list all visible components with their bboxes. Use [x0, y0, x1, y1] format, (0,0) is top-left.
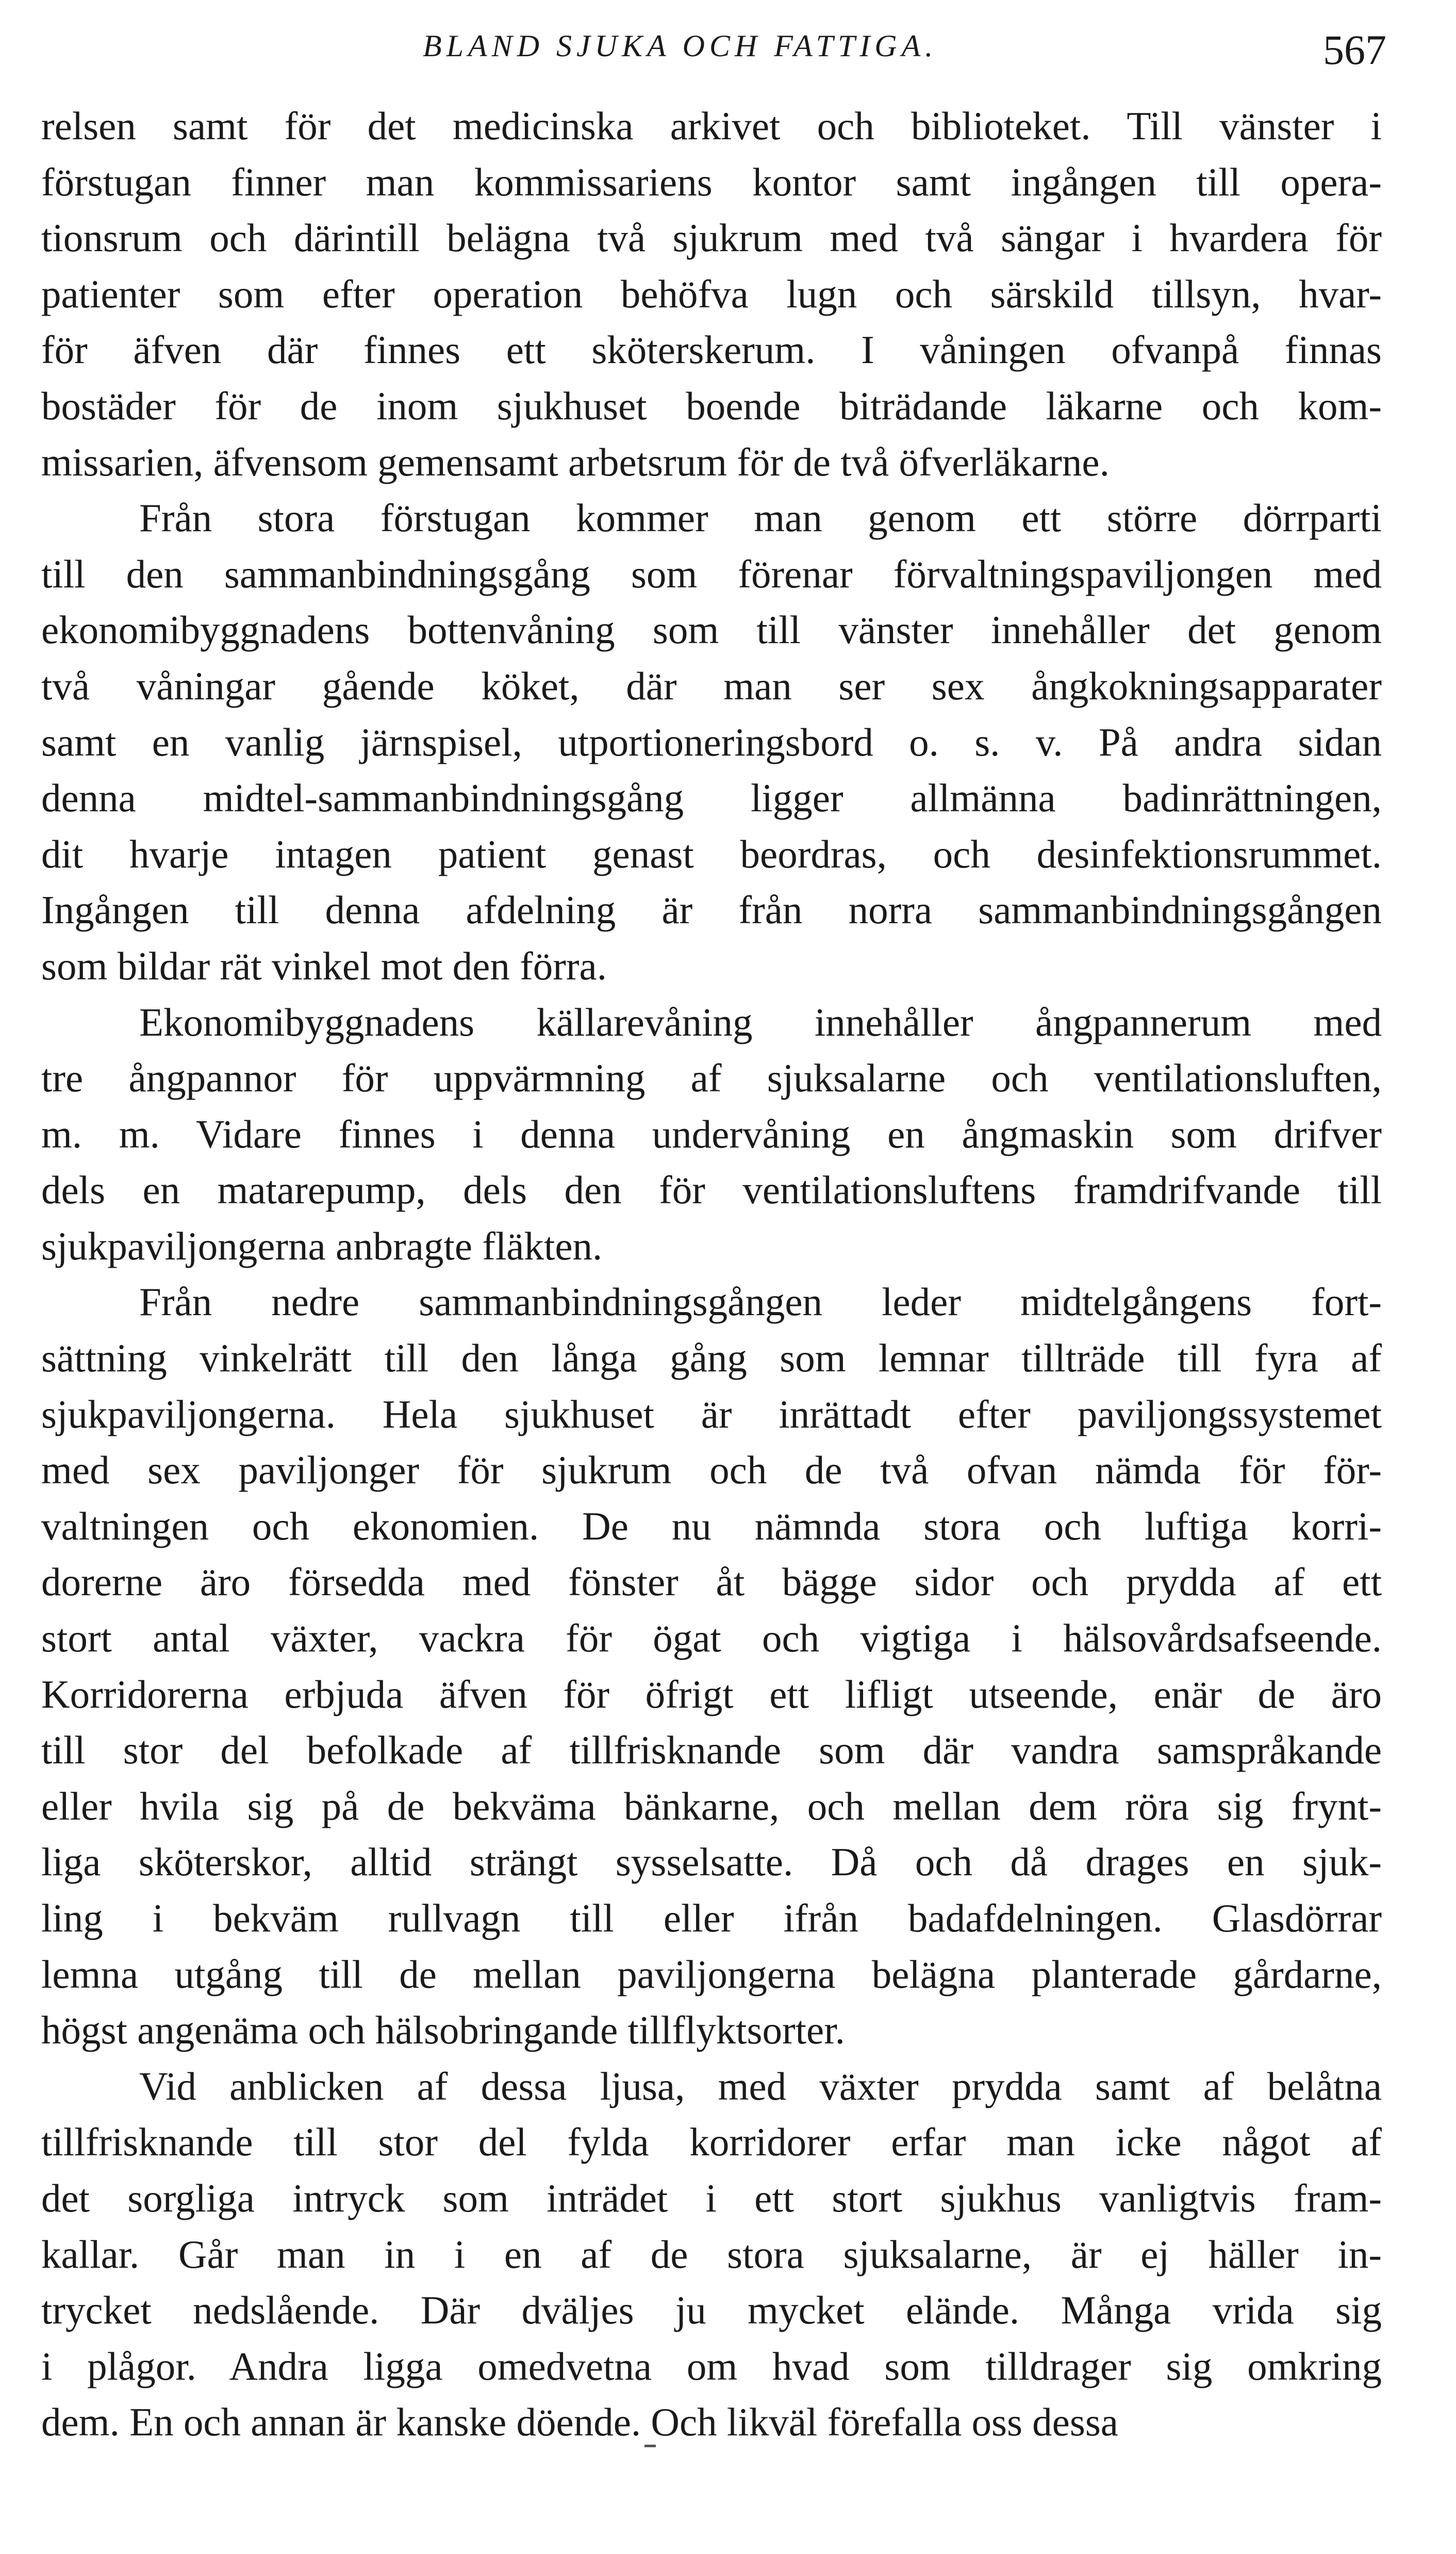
- text-line: missarien, äfvensom gemensamt arbetsrum för de två öfverläkarne.: [41, 439, 1110, 484]
- paragraph: [41, 98, 1382, 490]
- text-line: Ingången till denna afdelning är från norra sammanbindningsgången: [41, 888, 1382, 932]
- text-line: tionsrum och därintill belägna två sjukrum med två sängar i hvardera för: [41, 216, 1382, 260]
- text-line: Från stora förstugan kommer man genom ett större dörrparti: [139, 496, 1382, 541]
- text-line: dorerne äro försedda med fönster åt bägge sidor och prydda af ett: [41, 1560, 1382, 1605]
- text-line: högst angenäma och hälsobringande tillflyktsorter.: [41, 2008, 845, 2053]
- text-line: trycket nedslående. Där dväljes ju mycket elände. Många vrida sig: [41, 2288, 1382, 2333]
- text-line: sjukpaviljongerna anbragte fläkten.: [41, 1223, 603, 1268]
- text-line: sjukpaviljongerna. Hela sjukhuset är inrättadt efter paviljongssystemet: [41, 1391, 1382, 1436]
- text-line: för äfven där finnes ett sköterskerum. I våningen ofvanpå finnas: [41, 328, 1382, 372]
- text-line: förstugan finner man kommissariens kontor samt ingången till opera-: [41, 159, 1382, 204]
- text-line: sättning vinkelrätt till den långa gång som lemnar tillträde till fyra af: [41, 1336, 1382, 1381]
- text-line: tillfrisknande till stor del fylda korridorer erfar man icke något af: [41, 2120, 1382, 2165]
- paragraph: [41, 994, 1382, 1274]
- text-line: eller hvila sig på de bekväma bänkarne, och mellan dem röra sig frynt-: [41, 1783, 1382, 1828]
- text-line: dels en matarepump, dels den för ventilationsluftens framdrifvande till: [41, 1168, 1382, 1213]
- text-line: patienter som efter operation behöfva lugn och särskild tillsyn, hvar-: [41, 271, 1382, 316]
- running-head: BLAND SJUKA OCH FATTIGA.: [423, 29, 938, 63]
- footer-mark: [644, 2445, 656, 2447]
- text-line: bostäder för de inom sjukhuset boende biträdande läkarne och kom-: [41, 383, 1382, 428]
- text-line: till stor del befolkade af tillfrisknande som där vandra samspråkande: [41, 1728, 1382, 1773]
- text-line: kallar. Går man in i en af de stora sjuksalarne, är ej häller in-: [41, 2232, 1382, 2277]
- text-line: Vid anblicken af dessa ljusa, med växter prydda samt af belåtna: [139, 2064, 1382, 2108]
- text-line: relsen samt för det medicinska arkivet och biblioteket. Till vänster i: [41, 104, 1382, 148]
- text-line: tre ångpannor för uppvärmning af sjuksalarne och ventilationsluften,: [41, 1056, 1382, 1101]
- text-line: två våningar gående köket, där man ser sex ångkokningsapparater: [41, 663, 1382, 708]
- text-line: det sorgliga intryck som inträdet i ett stort sjukhus vanligtvis fram-: [41, 2175, 1382, 2220]
- text-line: Korridorerna erbjuda äfven för öfrigt ett lifligt utseende, enär de äro: [41, 1672, 1382, 1716]
- text-line: denna midtel-sammanbindningsgång ligger allmänna badinrättningen,: [41, 776, 1382, 821]
- text-line: som bildar rät vinkel mot den förra.: [41, 943, 607, 988]
- text-line: samt en vanlig järnspisel, utportioneringsbord o. s. v. På andra sidan: [41, 719, 1382, 764]
- text-line: ling i bekväm rullvagn till eller ifrån badafdelningen. Glasdörrar: [41, 1896, 1382, 1940]
- text-line: ekonomibyggnadens bottenvåning som till vänster innehåller det genom: [41, 608, 1382, 652]
- text-line: m. m. Vidare finnes i denna undervåning en ångmaskin som drifver: [41, 1111, 1382, 1156]
- text-line: valtningen och ekonomien. De nu nämnda stora och luftiga korri-: [41, 1503, 1382, 1548]
- text-line: till den sammanbindningsgång som förenar förvaltningspaviljongen med: [41, 551, 1382, 596]
- text-line: Från nedre sammanbindningsgången leder midtelgångens fort-: [139, 1280, 1382, 1324]
- paragraph: [41, 490, 1382, 994]
- text-line: med sex paviljonger för sjukrum och de två ofvan nämda för för-: [41, 1448, 1382, 1493]
- text-line: stort antal växter, vackra för ögat och vigtiga i hälsovårdsafseende.: [41, 1616, 1382, 1661]
- text-line: liga sköterskor, alltid strängt sysselsatte. Då och då drages en sjuk-: [41, 1840, 1382, 1885]
- page-number: 567: [1323, 26, 1386, 73]
- body-text: [41, 98, 1382, 2450]
- text-line: Ekonomibyggnadens källarevåning innehåller ångpannerum med: [139, 1000, 1382, 1044]
- paragraph: [41, 2058, 1382, 2450]
- text-line: dit hvarje intagen patient genast beordras, och desinfektionsrummet.: [41, 831, 1382, 876]
- text-line: lemna utgång till de mellan paviljongerna belägna planterade gårdarne,: [41, 1952, 1382, 1996]
- text-line: dem. En och annan är kanske döende. Och likväl förefalla oss dessa: [41, 2400, 1118, 2445]
- text-line: i plågor. Andra ligga omedvetna om hvad som tilldrager sig omkring: [41, 2344, 1382, 2388]
- paragraph: [41, 1274, 1382, 2058]
